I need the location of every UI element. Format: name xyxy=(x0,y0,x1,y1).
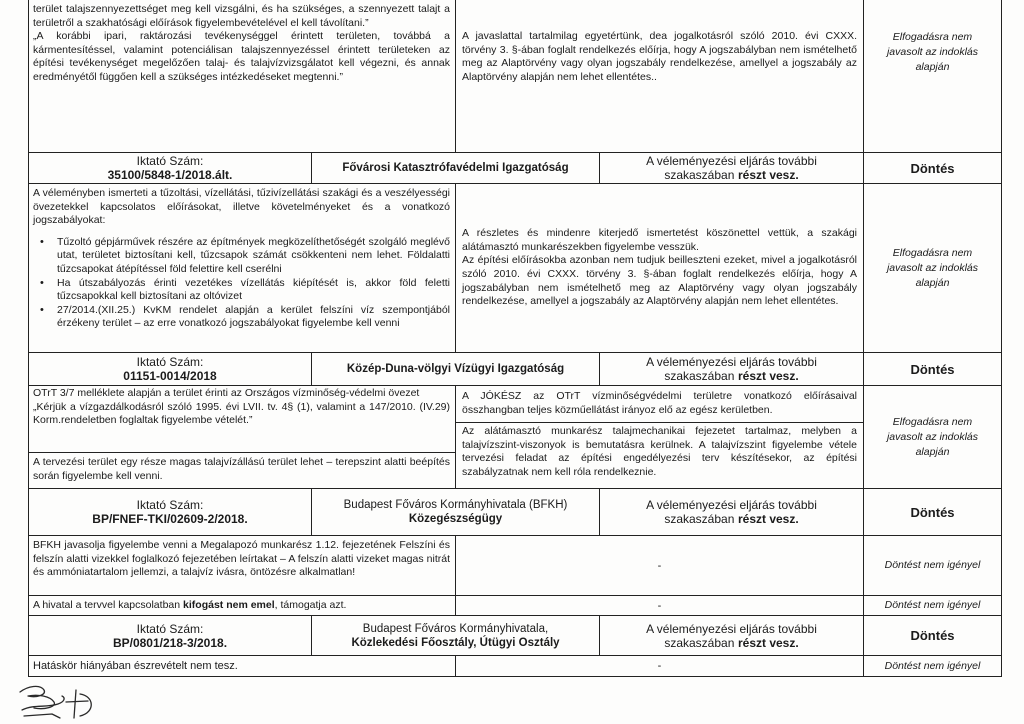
signature-stroke xyxy=(22,696,64,710)
status-line: A véleményezési eljárás további xyxy=(646,154,817,168)
decision-text: Elfogadásra nem javasolt az indoklás alapján xyxy=(886,415,979,458)
decision-header: Döntés xyxy=(910,628,955,643)
response-cell xyxy=(455,536,863,595)
agency-header-row xyxy=(28,616,1002,656)
agency-header-row xyxy=(28,489,1002,536)
agency-name-cell xyxy=(311,353,599,385)
signature-stroke xyxy=(24,714,60,718)
continued-entry-row xyxy=(28,0,1002,153)
response-subcell xyxy=(456,386,863,423)
opinion-paragraph: „A korábbi ipari, raktározási tevékenységgel érintett területen, továbbá a kármentesítéssel, valamint potenciálisan talajszennyezéssel érintett területeken az építési tevékenységet megelőzően talaj- és talajvízvizsgálatot kell végezni, és annak eredményétől függően kell a szükséges intézkedéseket megtenni.” xyxy=(33,30,450,83)
decision-cell xyxy=(863,656,1001,676)
opinion-paragraph xyxy=(33,599,450,613)
decision-cell xyxy=(863,184,1001,352)
decision-text: Elfogadásra nem javasolt az indoklás alapján xyxy=(886,246,979,289)
response-cell xyxy=(455,386,863,488)
opinion-paragraph: terület talajszennyezettséget meg kell vizsgálni, és ha szükséges, a szennyezett talajt a területről a szakhatósági előírások figyelembevételével el kell távolítani.” xyxy=(33,3,450,29)
signature-stroke xyxy=(80,694,91,716)
opinion-cell xyxy=(29,184,455,352)
opinion-paragraph: A tervezési terület egy része magas talajvízállású terület lehet – terepszint alatti beépítés során figyelembe kell venni. xyxy=(33,456,450,482)
decision-header-cell xyxy=(863,153,1001,183)
response-subcell xyxy=(456,423,863,488)
registry-cell xyxy=(29,153,311,183)
decision-header-cell xyxy=(863,616,1001,655)
opinion-cell xyxy=(29,0,455,152)
opinion-text: , támogatja azt. xyxy=(274,599,347,611)
opinion-paragraph: OTrT 3/7 melléklete alapján a terület érinti az Országos vízminőség-védelmi övezet xyxy=(33,387,420,399)
opinion-cell xyxy=(29,596,455,615)
response-dash: - xyxy=(657,559,662,572)
response-cell xyxy=(455,656,863,676)
registry-number: 35100/5848-1/2018.ált. xyxy=(107,168,233,182)
registry-cell xyxy=(29,489,311,535)
signature-stroke xyxy=(66,701,88,702)
entry-row xyxy=(28,536,1002,596)
registry-cell xyxy=(29,616,311,655)
decision-text: Döntést nem igényel xyxy=(884,559,981,571)
signature-mark xyxy=(14,674,106,722)
status-cell xyxy=(599,353,863,385)
agency-name: Budapest Főváros Kormányhivatala (BFKH) xyxy=(343,499,568,511)
entry-row xyxy=(28,596,1002,616)
decision-cell xyxy=(863,0,1001,152)
status-line xyxy=(664,168,798,182)
agency-name-cell xyxy=(311,489,599,535)
opinion-paragraph: „Kérjük a vízgazdálkodásról szóló 1995. évi LVII. tv. 4§ (1), valamint a 147/2010. (IV.29) Korm.rendeletben foglaltak figyelembe vételét.” xyxy=(33,400,450,427)
bullet-item: • Ha útszabályozás érinti vezetékes vízellátás kiépítését is, akkor föld feletti tűzcsapokkal kell biztosítani az oltóvizet xyxy=(57,277,450,304)
opinion-text: A hivatal a tervvel kapcsolatban xyxy=(33,599,181,611)
decision-header: Döntés xyxy=(910,361,955,377)
registry-number: BP/0801/218-3/2018. xyxy=(112,635,228,650)
bullet-item: • Tűzoltó gépjárművek részére az építmények megközelíthetőségét szolgáló meglévő utat, területet biztosítani kell, tűzcsapok számát csökkenteni nem lehet. Földalatti tűzcsapokat átépítéssel föld felettire kell cserélni xyxy=(57,236,450,277)
registry-cell xyxy=(29,353,311,385)
opinion-cell xyxy=(29,386,455,488)
response-cell xyxy=(455,184,863,352)
response-dash: - xyxy=(657,599,662,612)
entry-row xyxy=(28,656,1002,677)
decision-header-cell xyxy=(863,489,1001,535)
status-cell xyxy=(599,616,863,655)
status-cell xyxy=(599,153,863,183)
response-cell xyxy=(455,0,863,152)
status-line xyxy=(664,369,798,383)
registry-label: Iktató Szám: xyxy=(136,154,204,168)
status-text: szakaszában xyxy=(664,512,735,526)
status-text: szakaszában xyxy=(664,635,735,650)
status-emphasis: részt vesz. xyxy=(737,168,799,182)
agency-header-row xyxy=(28,153,1002,184)
response-paragraph: A javaslattal tartalmilag egyetértünk, dea jogalkotásról szóló 2010. évi CXXX. törvény 3. §-ában foglalt rendelkezés előírja, hogy A jogszabályban nem ismételhető meg az Alaptörvény vagy olyan jogszabály rendelkezése, amellyel a jogszabály az Alaptörvény alapján nem lehet ellentétes.. xyxy=(462,30,857,83)
registry-label: Iktató Szám: xyxy=(136,355,204,369)
status-text: szakaszában xyxy=(664,369,735,383)
agency-name-cell xyxy=(311,153,599,183)
decision-text: Elfogadásra nem javasolt az indoklás alapján xyxy=(886,31,979,73)
status-emphasis: részt vesz. xyxy=(737,635,799,650)
opinion-subcell xyxy=(29,386,455,453)
status-line: A véleményezési eljárás további xyxy=(646,355,817,369)
response-paragraph: A JÓKÉSZ az OTrT vízminőségvédelmi területre vonatkozó előírásaival összhangban teljes közműellátást irányoz elő az egész kerületben. xyxy=(462,390,857,416)
status-line: A véleményezési eljárás további xyxy=(646,498,817,512)
status-line: A véleményezési eljárás további xyxy=(646,621,817,636)
bullet-item: • 27/2014.(XII.25.) KvKM rendelet alapján a kerület felszíni víz szempontjából érzékeny terület – az erre vonatkozó jogszabályokat figyelembe kell venni xyxy=(57,304,450,331)
registry-number: 01151-0014/2018 xyxy=(123,369,217,383)
decision-header-cell xyxy=(863,353,1001,385)
registry-number: BP/FNEF-TKI/02609-2/2018. xyxy=(92,512,248,526)
registry-label: Iktató Szám: xyxy=(136,621,204,636)
decision-cell xyxy=(863,386,1001,488)
decision-text: Döntést nem igényel xyxy=(884,599,981,611)
opinion-cell xyxy=(29,536,455,595)
decision-header: Döntés xyxy=(910,504,955,520)
entry-row xyxy=(28,386,1002,489)
opinion-emphasis: kifogást nem emel xyxy=(183,599,275,611)
opinion-paragraph: BFKH javasolja figyelembe venni a Megalapozó munkarész 1.12. fejezetének Felszíni és felszín alatti vizekkel foglalkozó fejezetében leírtakat – A felszín alatti vizeket magas nitrát és ammóniatartalom jellemzi, a talajvíz ivásra, öntözésre alkalmatlan! xyxy=(33,539,450,579)
agency-name: Budapest Főváros Kormányhivatala, xyxy=(362,622,549,635)
status-emphasis: részt vesz. xyxy=(737,512,799,526)
status-cell xyxy=(599,489,863,535)
status-line xyxy=(664,512,798,526)
agency-department: Közegészségügy xyxy=(408,513,503,525)
agency-name-cell xyxy=(311,616,599,655)
opinion-bullet-list xyxy=(33,236,450,331)
agency-name: Közép-Duna-völgyi Vízügyi Igazgatóság xyxy=(346,363,565,375)
response-paragraph: A részletes és mindenre kiterjedő ismertetést köszönettel vettük, a szakági alátámasztó munkarészekben figyelembe vesszük. xyxy=(462,227,857,253)
response-dash: - xyxy=(657,660,662,672)
opinion-subcell xyxy=(29,453,455,488)
decision-cell xyxy=(863,536,1001,595)
decision-text: Döntést nem igényel xyxy=(884,659,981,672)
status-line xyxy=(664,636,798,650)
opinion-paragraph: Hatáskör hiányában észrevételt nem tesz. xyxy=(33,660,238,672)
registry-label: Iktató Szám: xyxy=(136,498,204,512)
decision-cell xyxy=(863,596,1001,615)
response-cell xyxy=(455,596,863,615)
entry-row xyxy=(28,184,1002,353)
agency-header-row xyxy=(28,353,1002,386)
agency-name: Fővárosi Katasztrófavédelmi Igazgatóság xyxy=(342,162,569,174)
response-paragraph: Az alátámasztó munkarész talajmechanikai fejezetet tartalmaz, melyben a talajvízszint-viszonyok is bemutatásra kerülnek. A talajvízszint figyelembe vétele tervezési feladat az építési engedélyezési terv készítésekor, az építési szabályzatnak nem kell róla rendelkeznie. xyxy=(462,425,857,478)
opinion-cell xyxy=(29,656,455,676)
status-emphasis: részt vesz. xyxy=(737,369,799,383)
response-paragraph: Az építési előírásokba azonban nem tudjuk beilleszteni ezeket, mivel a jogalkotásról szóló 2010. évi CXXX. törvény 3. §-ában foglalt rendelkezés előírja, hogy A jogszabályban nem ismételhető meg az Alaptörvény vagy olyan jogszabály rendelkezése, amellyel a jogszabály az Alaptörvény alapján nem lehet ellentétes. xyxy=(462,254,857,308)
signature-stroke xyxy=(74,690,76,718)
status-text: szakaszában xyxy=(664,168,735,182)
decision-header: Döntés xyxy=(910,160,955,176)
opinion-intro: A véleményben ismerteti a tűzoltási, vízellátási, tűzivízellátási szakági és a veszélyességi övezetekkel kapcsolatos előírásokat, illetve követelményeket és a vonatkozó jogszabályokat: xyxy=(33,187,450,227)
agency-department: Közlekedési Főosztály, Útügyi Osztály xyxy=(351,636,560,649)
